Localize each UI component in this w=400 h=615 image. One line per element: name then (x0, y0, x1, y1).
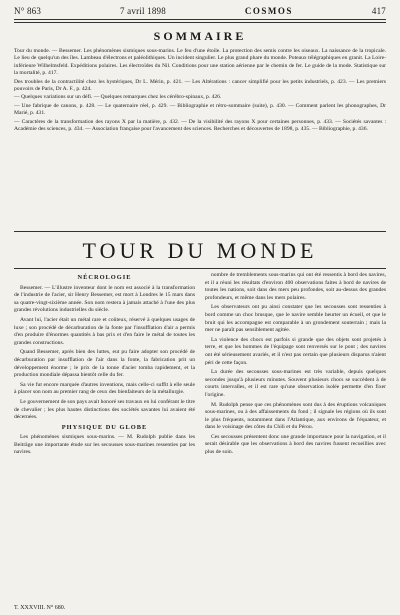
section-heading-necrologie: NÉCROLOGIE (77, 274, 132, 281)
header-rule (14, 19, 386, 23)
sommaire-entry: — Une fabrique de canons, p. 428. — Le quaternaire réel, p. 429. — Bibliographie et rétro-sommaire (suite), p. 430. — Comment parlent les phonographes, Dr Marié, p. 431. (14, 102, 386, 117)
section-heading-physique: PHYSIQUE DU GLOBE (61, 423, 148, 431)
title-rule (14, 268, 386, 269)
sommaire-body (14, 48, 386, 228)
article-paragraph: nombre de tremblements sous-marins qui ont été ressentis à bord des navires, et il a réuni les résultats d'environ 400 observations faites à bord de navires de toutes les nations, soit dans des mers peu profondes, soit au-dessus des grandes profondeurs, et même dans les mers polaires. (205, 272, 386, 301)
issue-number: N° 863 (14, 6, 42, 16)
article-paragraph: Quand Bessemer, après bien des luttes, eut pu faire adopter son procédé de décarburation par insufflation de l'air dans la fonte, la fabrication prit un développement énorme ; le prix de la tonne d'acier tomba rapidement, et la production mondiale dépassa bientôt celle du fer. (14, 349, 195, 379)
article-columns (14, 272, 386, 602)
article-paragraph: Avant lui, l'acier était un métal rare et coûteux, réservé à quelques usages de luxe ; son procédé de décarburation de la fonte par l'insufflation d'air a permis d'en produire d'énormes quantités à bas prix et d'en faire le métal de toutes les grandes constructions. (14, 316, 195, 346)
article-paragraph: Ces secousses présentent donc une grande importance pour la navigation, et il serait désirable que les observations à bord des navires fussent recueillies avec plus de soin. (205, 433, 386, 456)
article-paragraph: M. Rudolph pense que ces phénomènes sont dus à des éruptions volcaniques sous-marines, ou à des affaissements du fond ; il signale les régions où ils sont le plus fréquents, notamment dans l'Atlantique, aux environs de l'équateur, et dans le voisinage des côtes du Chili et du Pérou. (205, 401, 386, 431)
journal-name: COSMOS (244, 6, 293, 16)
article-paragraph: Sa vie fut encore marquée d'autres inventions, mais celle-ci suffit à elle seule à placer son nom au premier rang de ceux des bienfaiteurs de la métallurgie. (14, 381, 195, 396)
sommaire-entry: Des troubles de la contractilité chez les hystériques, Dr L. Mérin, p. 421. — Les Altérations : cancer simplifié pour les petits industriels, p. 423. — Les premiers pouvoirs de Paris, Dr A. F., p. 424. (14, 78, 386, 93)
sommaire-entry: Tour du monde. — Bessemer. Les phénomènes sismiques sous-marins. Le feu d'une étoile. La protection des semis contre les oiseaux. La naissance de la tropicale. Le lieu de quelqu'un des îles. Lambeau d'électrons et paléolithiques. Un incident singulier. Le plus grand phare du monde. Poteaux télégraphiques en granit. La Loire-inférieure Wilhelmsfeld. Expéditions polaires. Les électroïdes du Nil. Conditions pour une station aérienne par le chemin de fer. Le guide de la mode. Statistique sur la mortalité, p. 417. (14, 48, 386, 77)
article-paragraph: Le gouvernement de son pays avait honoré ses travaux en lui conférant le titre de chevalier ; les plus hautes distinctions des sociétés savantes lui avaient été décernées. (14, 398, 195, 421)
article-paragraph: Les phénomènes sismiques sous-marins. — M. Rudolph publie dans les Beiträge une importante étude sur les secousses sous-marines ressenties par les navires. (14, 434, 195, 456)
sommaire-entry: — Caractères de la transformation des rayons X par la matière, p. 432. — De la visibilité des rayons X pour certaines personnes, p. 433. — Sociétés savantes : Académie des sciences, p. 434. — Association française pour l'avancement des sciences. Recherches et découvertes de 1898, p. 435. — Bibliographie, p. 436. (14, 118, 386, 133)
article-paragraph: Bessemer. — L'illustre inventeur dont le nom est associé à la transformation de l'industrie de l'acier, sir Henry Bessemer, est mort à Londres le 15 mars dans sa quatre-vingt-sixième année. Son nom restera à jamais attaché à l'une des plus grandes révolutions industrielles du siècle. (14, 284, 195, 314)
issue-date: 7 avril 1898 (120, 6, 166, 16)
article-paragraph: Les observateurs ont pu ainsi constater que les secousses sont ressenties à bord comme un choc brusque, que le navire semble heurter un écueil, et que le bruit qui les accompagne est comparable à un grondement souterrain ; mais la mer ne paraît pas sensiblement agitée. (205, 304, 386, 334)
sommaire-entry: — Quelques variations sur un défi. — Quelques remarques chez les cérébro-spinaux, p. 426. (14, 94, 222, 101)
running-header (14, 6, 386, 16)
main-title: TOUR DU MONDE (82, 238, 318, 263)
page-number: 417 (371, 6, 386, 16)
left-column (14, 272, 195, 602)
article-paragraph: La violence des chocs est parfois si grande que des objets sont projetés à terre, et que les hommes de l'équipage sont renversés sur le pont ; des navires ont été sérieusement avariés, et il n'est pas certain que plusieurs disparus n'aient péri de cette façon. (205, 336, 386, 366)
article-paragraph: La durée des secousses sous-marines est très variable, depuis quelques secondes jusqu'à plusieurs minutes. Souvent plusieurs chocs se succèdent à de courts intervalles, et il est rare qu'une observation isolée permette d'en fixer l'origine. (205, 369, 386, 398)
sommaire-heading: SOMMAIRE (153, 29, 247, 43)
section-rule (14, 231, 386, 232)
volume-footer: T. XXXVIII. N° 680. (14, 605, 66, 611)
right-column (205, 272, 386, 602)
